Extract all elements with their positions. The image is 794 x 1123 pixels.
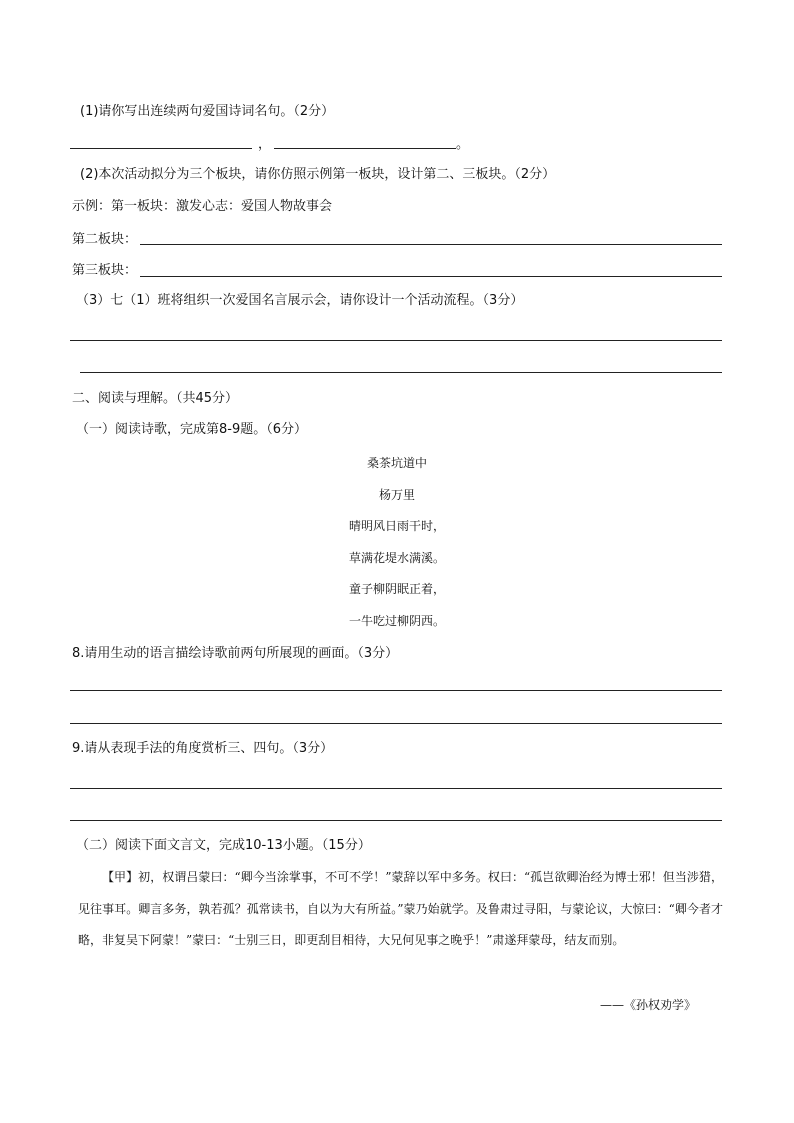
block-3-label: 第三板块：	[72, 263, 138, 278]
example-text: 示例：第一板块：激发心志：爱国人物故事会	[72, 199, 333, 214]
poem-line-4: 一牛吃过柳阴西。	[348, 614, 445, 628]
poem-author: 杨万里	[378, 488, 415, 502]
poem-line-3: 童子柳阴眠正着，	[348, 582, 445, 596]
question-9-answer-line-2[interactable]	[70, 820, 722, 821]
poem-line-1: 晴明风日雨干时，	[348, 519, 445, 533]
question-8-answer-line-1[interactable]	[70, 690, 722, 691]
question-9-answer-line-1[interactable]	[70, 788, 722, 789]
question-3-answer-line-1[interactable]	[70, 340, 722, 341]
question-1-prompt: (1)请你写出连续两句爱国诗词名句。（2分）	[80, 104, 335, 119]
question-9-prompt: 9.请从表现手法的角度赏析三、四句。（3分）	[72, 741, 334, 756]
question-8-answer-line-2[interactable]	[70, 723, 722, 724]
passage-source: ——《孙权劝学》	[599, 998, 696, 1012]
subsection-1-heading: （一）阅读诗歌，完成第8-9题。（6分）	[76, 422, 308, 437]
poem-title: 桑茶坑道中	[366, 456, 427, 470]
comma-separator: ，	[258, 137, 272, 152]
question-3-prompt: （3）七（1）班将组织一次爱国名言展示会，请你设计一个活动流程。（3分）	[76, 293, 524, 308]
block-2-answer-line[interactable]	[140, 244, 722, 245]
answer-line-1b[interactable]	[274, 148, 456, 149]
classical-passage: 【甲】初，权谓吕蒙曰：“卿今当涂掌事，不可不学！”蒙辞以军中多务。权曰：“孤岂欲卿治经为博士邪！但当涉猎，见往事耳。卿言多务，孰若孤？孤常读书，自以为大有所益。”蒙乃始就学。及鲁肃过寻阳，与蒙论议，大惊曰：“卿今者才略，非复吴下阿蒙！”蒙曰：“士别三日，即更刮目相待，大兄何见事之晚乎！”肃遂拜蒙母，结友而别。	[78, 870, 723, 947]
question-3-answer-line-2[interactable]	[80, 372, 722, 373]
answer-line-1a[interactable]	[70, 148, 252, 149]
block-3-answer-line[interactable]	[140, 276, 722, 277]
section-2-heading: 二、阅读与理解。（共45分）	[72, 391, 239, 406]
block-2-label: 第二板块：	[72, 232, 138, 247]
question-8-prompt: 8.请用生动的语言描绘诗歌前两句所展现的画面。（3分）	[72, 646, 399, 661]
subsection-2-heading: （二）阅读下面文言文，完成10-13小题。（15分）	[76, 838, 371, 853]
poem-line-2: 草满花堤水满溪。	[348, 551, 445, 565]
question-2-prompt: (2)本次活动拟分为三个板块，请你仿照示例第一板块，设计第二、三板块。（2分）	[80, 167, 556, 182]
period-end: 。	[456, 137, 470, 152]
